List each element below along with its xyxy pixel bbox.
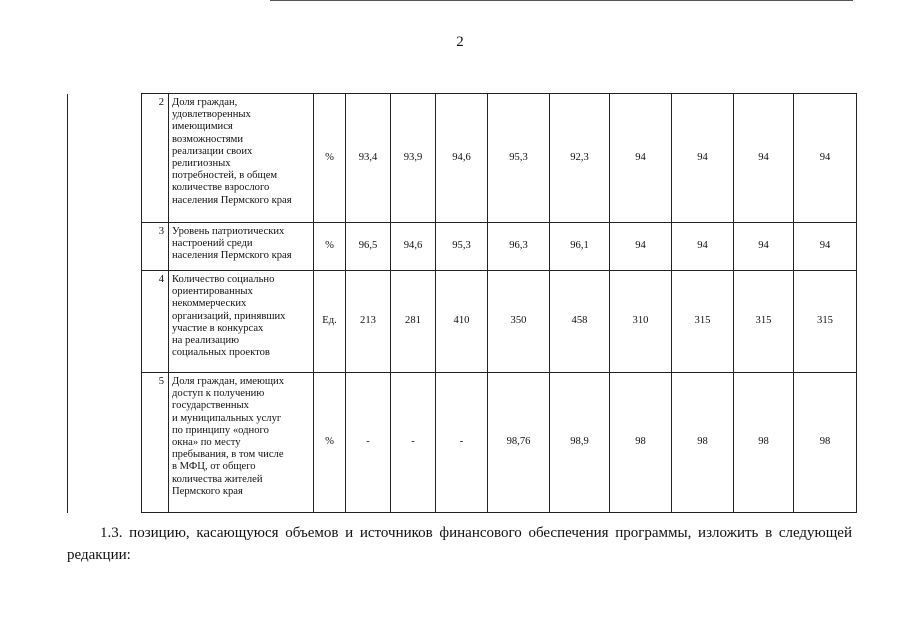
value-cell: - (346, 373, 391, 513)
value-cell: 94,6 (436, 94, 488, 223)
indicator-name-line: по принципу «одного (172, 424, 269, 436)
value-cell: 93,9 (391, 94, 436, 223)
value-cell: 315 (672, 271, 734, 373)
blank-cell (68, 271, 142, 373)
value-cell: 410 (436, 271, 488, 373)
value-cell: 94 (610, 223, 672, 271)
indicator-name-line: Доля граждан, (172, 97, 238, 108)
value-cell: 310 (610, 271, 672, 373)
value-cell: 315 (794, 271, 857, 373)
table-row (68, 271, 857, 373)
indicator-name-line: социальных проектов (172, 347, 270, 359)
indicator-name-line: в МФЦ, от общего (172, 461, 256, 473)
indicator-name-line: на реализацию (172, 335, 240, 347)
table-row (68, 223, 857, 271)
value-cell: 94 (672, 94, 734, 223)
indicator-name-line: доступ к получению (172, 388, 265, 400)
indicator-name-line: Пермского края (172, 485, 243, 497)
value-cell: 98 (794, 373, 857, 513)
value-cell: 98,76 (488, 373, 550, 513)
value-cell: 98 (672, 373, 734, 513)
row-number-cell: 2 (142, 94, 169, 223)
unit-cell: Ед. (314, 271, 346, 373)
value-cell: 94 (734, 94, 794, 223)
indicator-name-line: количестве взрослого (172, 182, 270, 194)
indicators-table (67, 93, 857, 513)
value-cell: 94 (610, 94, 672, 223)
indicator-name-line: удовлетворенных (172, 109, 251, 121)
value-cell: 94 (672, 223, 734, 271)
table-row (68, 373, 857, 513)
value-cell: 92,3 (550, 94, 610, 223)
indicator-name-line: организаций, принявших (172, 310, 286, 322)
indicator-name-cell (169, 373, 314, 513)
indicator-name-line: ориентированных (172, 286, 253, 298)
value-cell: - (391, 373, 436, 513)
value-cell: 94 (734, 223, 794, 271)
row-number-cell: 3 (142, 223, 169, 271)
row-number-cell: 4 (142, 271, 169, 373)
indicator-name-line: некоммерческих (172, 298, 247, 310)
paragraph-line-2: редакции: (67, 547, 131, 563)
value-cell: 281 (391, 271, 436, 373)
value-cell: 96,5 (346, 223, 391, 271)
value-cell: 98,9 (550, 373, 610, 513)
blank-cell (68, 94, 142, 223)
indicator-name-line: возможностями (172, 133, 243, 145)
indicator-name-line: количества жителей (172, 473, 263, 485)
page-number: 2 (456, 34, 464, 50)
value-cell: 96,1 (550, 223, 610, 271)
indicator-name-line: окна» по месту (172, 437, 241, 449)
indicator-name-line: потребностей, в общем (172, 170, 278, 182)
value-cell: 93,4 (346, 94, 391, 223)
indicator-name-cell (169, 271, 314, 373)
indicator-name-line: участие в конкурсах (172, 322, 264, 334)
value-cell: 94 (794, 94, 857, 223)
value-cell: 98 (610, 373, 672, 513)
top-rule (270, 0, 853, 1)
value-cell: 96,3 (488, 223, 550, 271)
blank-cell (68, 373, 142, 513)
indicator-name-line: пребывания, в том числе (172, 449, 284, 461)
indicator-name-line: и муниципальных услуг (172, 412, 282, 424)
value-cell: 94,6 (391, 223, 436, 271)
indicator-name-cell (169, 223, 314, 271)
indicator-name-line: религиозных (172, 158, 231, 170)
value-cell: 95,3 (488, 94, 550, 223)
unit-cell: % (314, 223, 346, 271)
value-cell: 315 (734, 271, 794, 373)
row-number-cell: 5 (142, 373, 169, 513)
unit-cell: % (314, 373, 346, 513)
indicator-name-line: населения Пермского края (172, 194, 292, 206)
value-cell: 95,3 (436, 223, 488, 271)
value-cell: 350 (488, 271, 550, 373)
value-cell: 94 (794, 223, 857, 271)
unit-cell: % (314, 94, 346, 223)
blank-cell (68, 223, 142, 271)
indicator-name-line: населения Пермского края (172, 250, 292, 262)
value-cell: - (436, 373, 488, 513)
value-cell: 98 (734, 373, 794, 513)
value-cell: 213 (346, 271, 391, 373)
indicator-name-line: Количество социально (172, 274, 275, 285)
indicator-name-line: реализации своих (172, 145, 253, 157)
indicator-name-line: Доля граждан, имеющих (172, 376, 285, 387)
indicator-name-line: государственных (172, 400, 249, 412)
paragraph-line-1: 1.3. позицию, касающуюся объемов и источников финансового обеспечения программы, изложить в следующей (100, 525, 852, 541)
indicator-name-cell (169, 94, 314, 223)
indicator-name-line: имеющимися (172, 121, 233, 133)
indicator-name-line: Уровень патриотических (172, 226, 285, 237)
indicator-name-line: настроений среди (172, 238, 253, 250)
table-row (68, 94, 857, 223)
value-cell: 458 (550, 271, 610, 373)
